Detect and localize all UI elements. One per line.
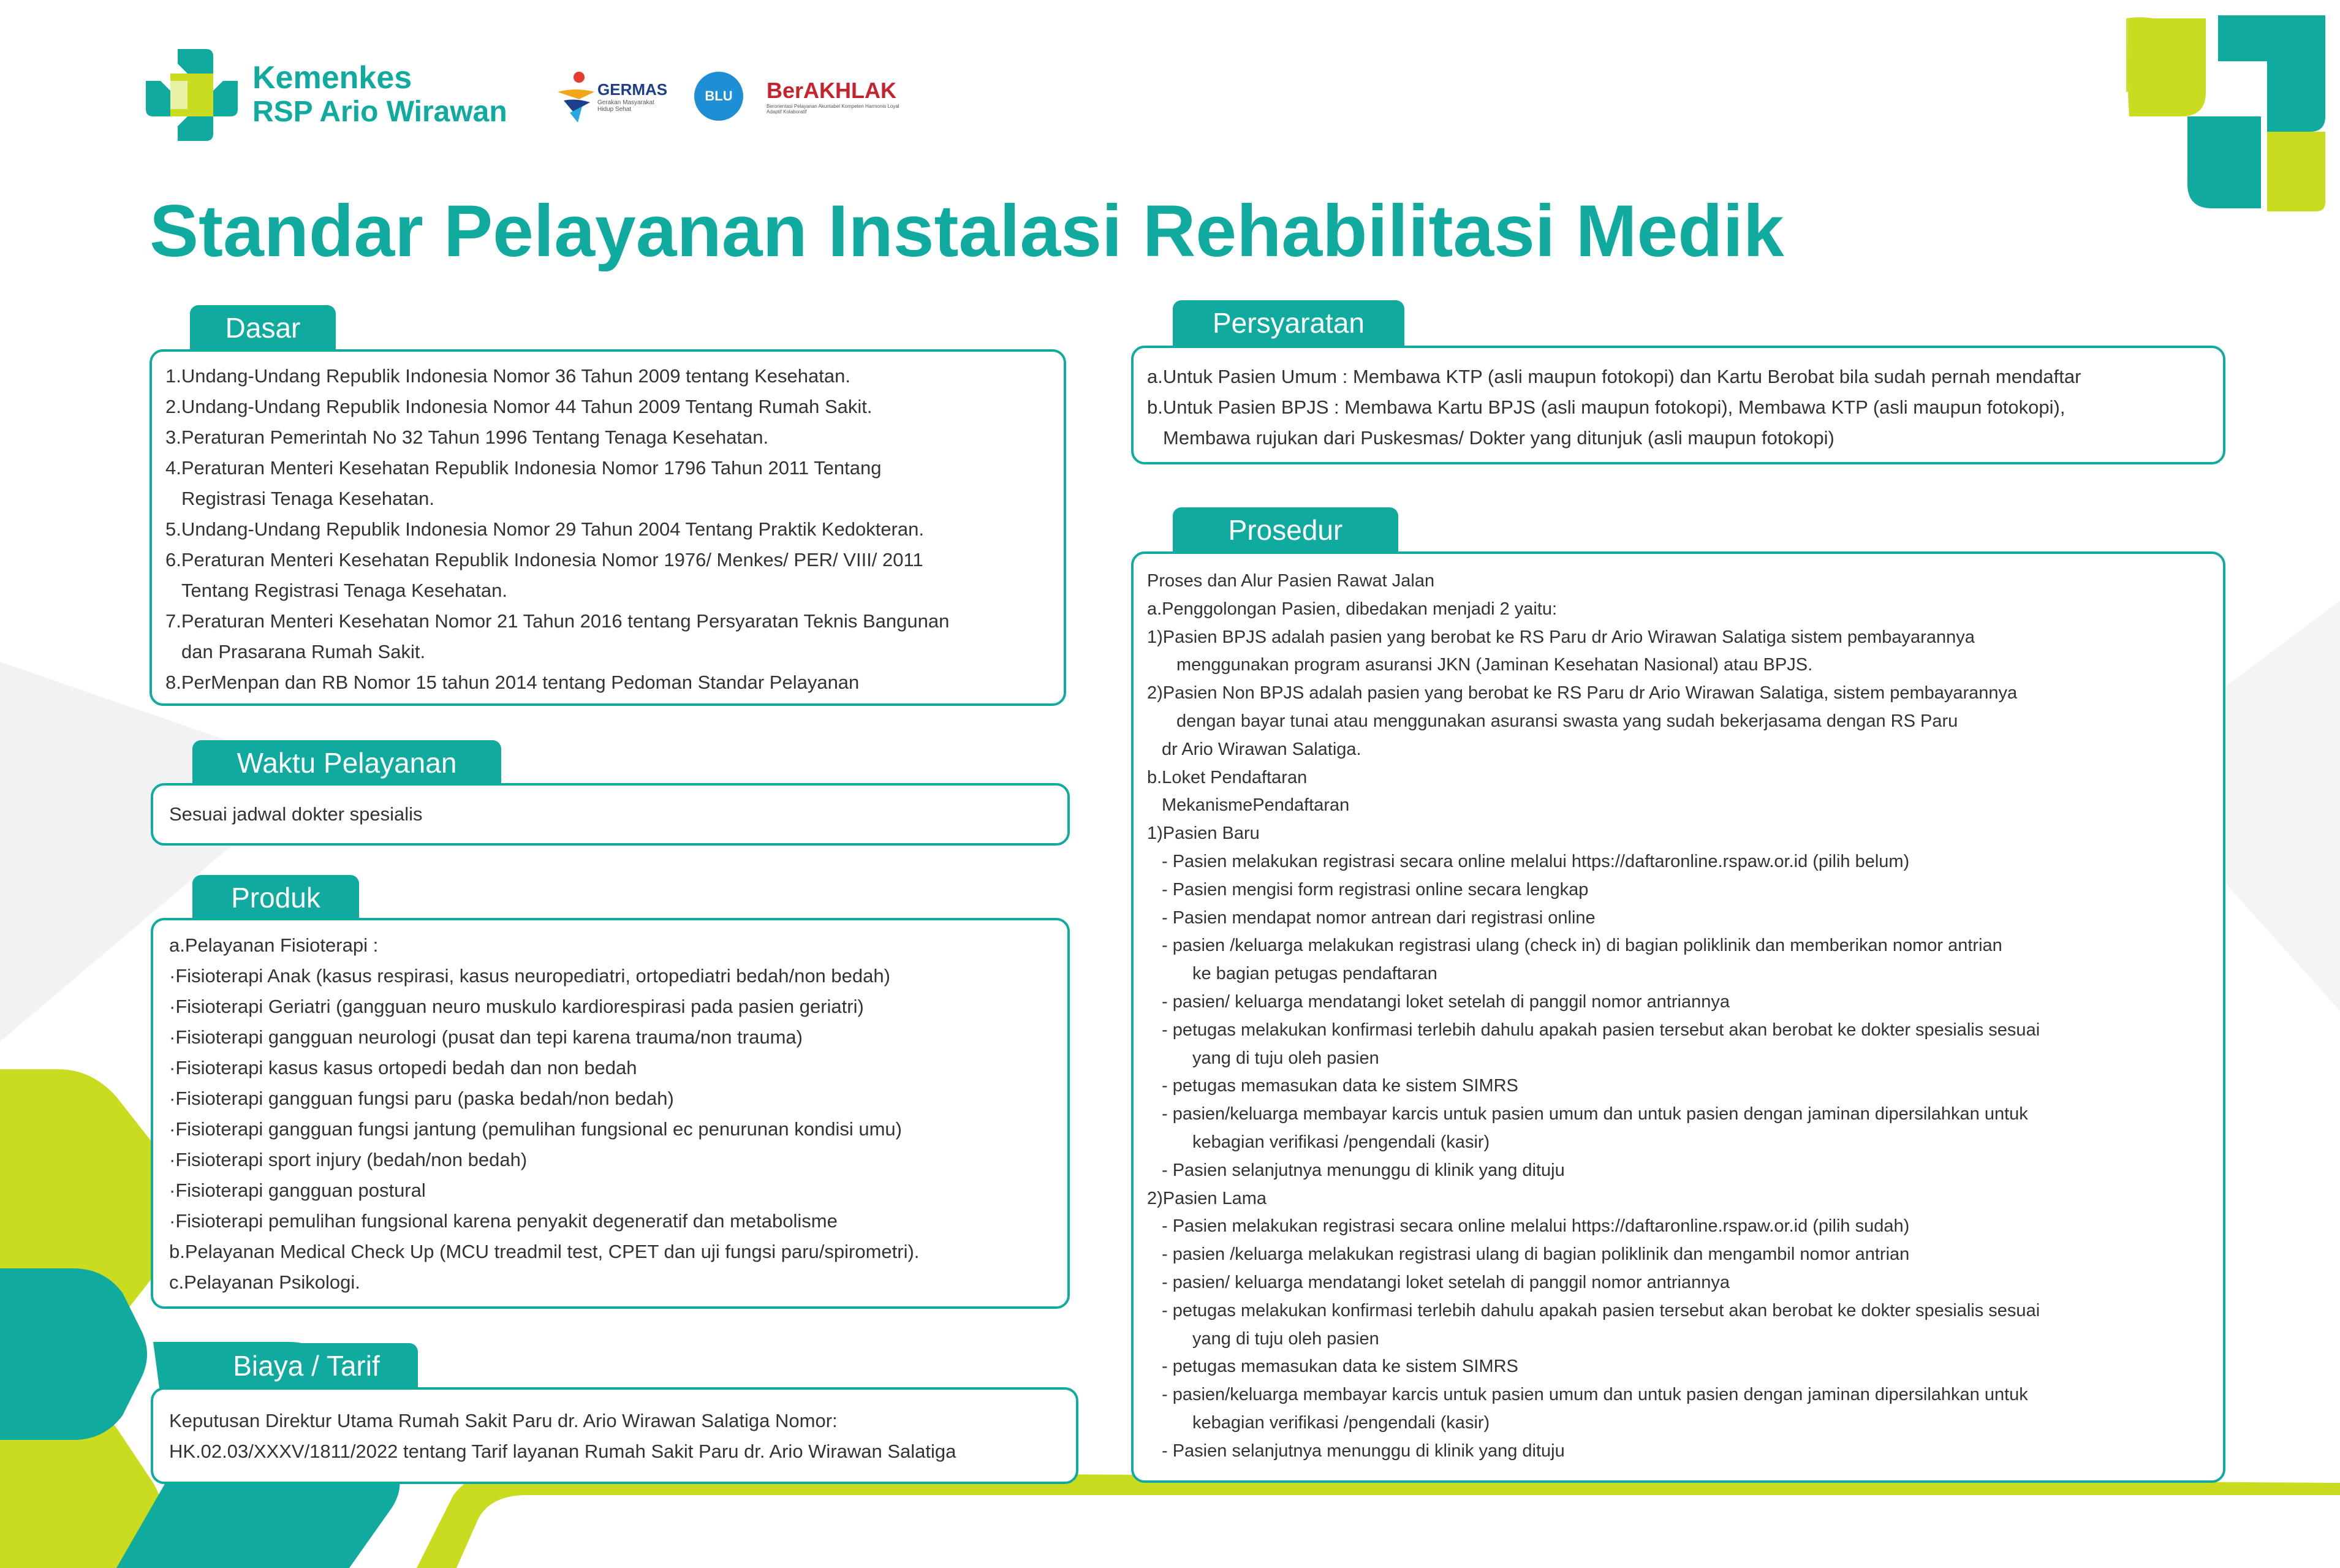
germas-tagline: Gerakan Masyarakat Hidup Sehat [597,99,654,113]
kemenkes-emblem-icon [146,49,238,141]
dasar-line: 4.Peraturan Menteri Kesehatan Republik Indonesia Nomor 1796 Tahun 2011 Tentang [165,457,882,479]
dasar-line: dan Prasarana Rumah Sakit. [181,641,426,662]
dasar-line: 7.Peraturan Menteri Kesehatan Nomor 21 Tahun 2016 tentang Persyaratan Teknis Bangunan [165,610,950,632]
berakhlak-logo [767,78,901,115]
waktu-text: Sesuai jadwal dokter spesialis [169,803,423,825]
biaya-line: Keputusan Direktur Utama Rumah Sakit Paru dr. Ario Wirawan Salatiga Nomor: [169,1410,838,1431]
prosedur-line: - pasien/ keluarga mendatangi loket setelah di panggil nomor antriannya [1162,991,1730,1012]
prosedur-line: dengan bayar tunai atau menggunakan asuransi swasta yang sudah bekerjasama dengan RS Paru [1176,711,1958,731]
produk-line: ·Fisioterapi sport injury (bedah/non bedah) [169,1149,528,1170]
produk-line: ·Fisioterapi kasus kasus ortopedi bedah dan non bedah [169,1057,637,1078]
prosedur-line: 2)Pasien Lama [1147,1188,1267,1208]
dasar-tab: Dasar [190,305,336,350]
produk-line: ·Fisioterapi pemulihan fungsional karena penyakit degeneratif dan metabolisme [169,1210,838,1232]
produk-box [151,918,1070,1309]
produk-line: ·Fisioterapi gangguan fungsi jantung (pemulihan fungsional ec penurunan kondisi umu) [169,1118,902,1140]
dasar-line: Tentang Registrasi Tenaga Kesehatan. [181,580,507,601]
waktu-box [151,783,1070,846]
prosedur-line: - petugas memasukan data ke sistem SIMRS [1162,1076,1518,1096]
produk-line: ·Fisioterapi gangguan neurologi (pusat dan tepi karena trauma/non trauma) [169,1026,803,1048]
biaya-line: HK.02.03/XXXV/1811/2022 tentang Tarif layanan Rumah Sakit Paru dr. Ario Wirawan Salatiga [169,1441,956,1462]
prosedur-line: - Pasien selanjutnya menunggu di klinik yang dituju [1162,1441,1565,1461]
prosedur-line: - Pasien mengisi form registrasi online secara lengkap [1162,879,1589,900]
prosedur-line: - Pasien melakukan registrasi secara online melalui https://daftaronline.rspaw.or.id (pilih sudah) [1162,1216,1910,1237]
hospital-name: RSP Ario Wirawan [252,95,507,128]
prosedur-line: 1)Pasien Baru [1147,824,1260,844]
dasar-line: 2.Undang-Undang Republik Indonesia Nomor 44 Tahun 2009 Tentang Rumah Sakit. [165,396,873,417]
prosedur-line: a.Penggolongan Pasien, dibedakan menjadi 2 yaitu: [1147,599,1558,619]
germas-label: GERMAS [597,80,668,99]
produk-line: c.Pelayanan Psikologi. [169,1271,360,1293]
biaya-tab: Biaya / Tarif [195,1343,418,1388]
prosedur-line: yang di tuju oleh pasien [1192,1328,1379,1349]
prosedur-line: - petugas memasukan data ke sistem SIMRS [1162,1357,1518,1377]
germas-figure-icon [555,69,597,124]
prosedur-line: - pasien/keluarga membayar karcis untuk pasien umum dan untuk pasien dengan jaminan dipersilahkan untuk [1162,1104,2028,1124]
prosedur-line: ke bagian petugas pendaftaran [1192,964,1437,984]
prosedur-box [1131,551,2225,1483]
berakhlak-tagline: Berorientasi Pelayanan Akuntabel Kompeten Harmonis Loyal Adaptif Kolaboratif [767,103,899,115]
persyaratan-line: Membawa rujukan dari Puskesmas/ Dokter yang ditunjuk (asli maupun fotokopi) [1163,427,1835,449]
brand-name: Kemenkes [252,60,412,96]
dasar-line: 3.Peraturan Pemerintah No 32 Tahun 1996 Tentang Tenaga Kesehatan. [165,426,769,448]
dasar-line: 1.Undang-Undang Republik Indonesia Nomor 36 Tahun 2009 tentang Kesehatan. [165,365,850,387]
prosedur-line: MekanismePendaftaran [1162,795,1350,816]
berakhlak-label: BerAKHLAK [767,77,897,103]
prosedur-line: 1)Pasien BPJS adalah pasien yang berobat ke RS Paru dr Ario Wirawan Salatiga sistem pembayarannya [1147,627,1975,647]
blu-logo: BLU [694,72,743,121]
dasar-line: 5.Undang-Undang Republik Indonesia Nomor 29 Tahun 2004 Tentang Praktik Kedokteran. [165,518,924,540]
prosedur-line: - pasien/keluarga membayar karcis untuk pasien umum dan untuk pasien dengan jaminan dipersilahkan untuk [1162,1385,2028,1405]
dasar-box [150,349,1066,706]
produk-line: a.Pelayanan Fisioterapi : [169,934,379,956]
partner-logos [555,69,901,124]
dasar-line: Registrasi Tenaga Kesehatan. [181,488,435,509]
dasar-line: 6.Peraturan Menteri Kesehatan Republik Indonesia Nomor 1976/ Menkes/ PER/ VIII/ 2011 [165,549,923,570]
prosedur-line: Proses dan Alur Pasien Rawat Jalan [1147,571,1435,591]
persyaratan-tab: Persyaratan [1173,300,1404,346]
prosedur-line: - pasien/ keluarga mendatangi loket setelah di panggil nomor antriannya [1162,1272,1730,1292]
persyaratan-line: a.Untuk Pasien Umum : Membawa KTP (asli maupun fotokopi) dan Kartu Berobat bila sudah pernah mendaftar [1147,366,2081,387]
prosedur-line: - pasien /keluarga melakukan registrasi ulang (check in) di bagian poliklinik dan memberikan nomor antrian [1162,936,2002,956]
page-title: Standar Pelayanan Instalasi Rehabilitasi Medik [150,190,1784,272]
dasar-line: 8.PerMenpan dan RB Nomor 15 tahun 2014 tentang Pedoman Standar Pelayanan [165,672,860,693]
waktu-tab: Waktu Pelayanan [192,740,501,786]
prosedur-line: kebagian verifikasi /pengendali (kasir) [1192,1412,1490,1433]
produk-line: ·Fisioterapi gangguan fungsi paru (paska bedah/non bedah) [169,1088,674,1109]
prosedur-line: - petugas melakukan konfirmasi terlebih dahulu apakah pasien tersebut akan berobat ke dokter spesialis sesuai [1162,1300,2040,1320]
prosedur-line: dr Ario Wirawan Salatiga. [1162,739,1361,759]
persyaratan-box [1131,346,2225,464]
prosedur-line: kebagian verifikasi /pengendali (kasir) [1192,1132,1490,1152]
biaya-box [151,1387,1078,1484]
prosedur-line: - petugas melakukan konfirmasi terlebih dahulu apakah pasien tersebut akan berobat ke dokter spesialis sesuai [1162,1020,2040,1040]
produk-line: ·Fisioterapi Anak (kasus respirasi, kasus neuropediatri, ortopediatri bedah/non bedah) [169,965,890,987]
prosedur-line: b.Loket Pendaftaran [1147,767,1308,787]
produk-line: ·Fisioterapi Geriatri (gangguan neuro muskulo kardiorespirasi pada pasien geriatri) [169,996,864,1017]
germas-logo [555,69,671,124]
prosedur-line: - Pasien melakukan registrasi secara online melalui https://daftaronline.rspaw.or.id (pilih belum) [1162,851,1910,871]
kemenkes-logo [146,49,507,141]
produk-tab: Produk [192,875,359,920]
prosedur-line: - Pasien mendapat nomor antrean dari registrasi online [1162,907,1596,928]
produk-line: b.Pelayanan Medical Check Up (MCU treadmil test, CPET dan uji fungsi paru/spirometri). [169,1241,920,1262]
prosedur-line: yang di tuju oleh pasien [1192,1048,1379,1068]
prosedur-line: - pasien /keluarga melakukan registrasi ulang di bagian poliklinik dan mengambil nomor antrian [1162,1244,1910,1265]
prosedur-tab: Prosedur [1173,507,1398,553]
produk-line: ·Fisioterapi gangguan postural [169,1180,426,1201]
prosedur-line: - Pasien selanjutnya menunggu di klinik yang dituju [1162,1160,1565,1180]
persyaratan-line: b.Untuk Pasien BPJS : Membawa Kartu BPJS (asli maupun fotokopi), Membawa KTP (asli maupun fotokopi), [1147,396,2065,418]
prosedur-line: 2)Pasien Non BPJS adalah pasien yang berobat ke RS Paru dr Ario Wirawan Salatiga, sistem pembayarannya [1147,683,2018,703]
prosedur-line: menggunakan program asuransi JKN (Jaminan Kesehatan Nasional) atau BPJS. [1176,655,1813,675]
